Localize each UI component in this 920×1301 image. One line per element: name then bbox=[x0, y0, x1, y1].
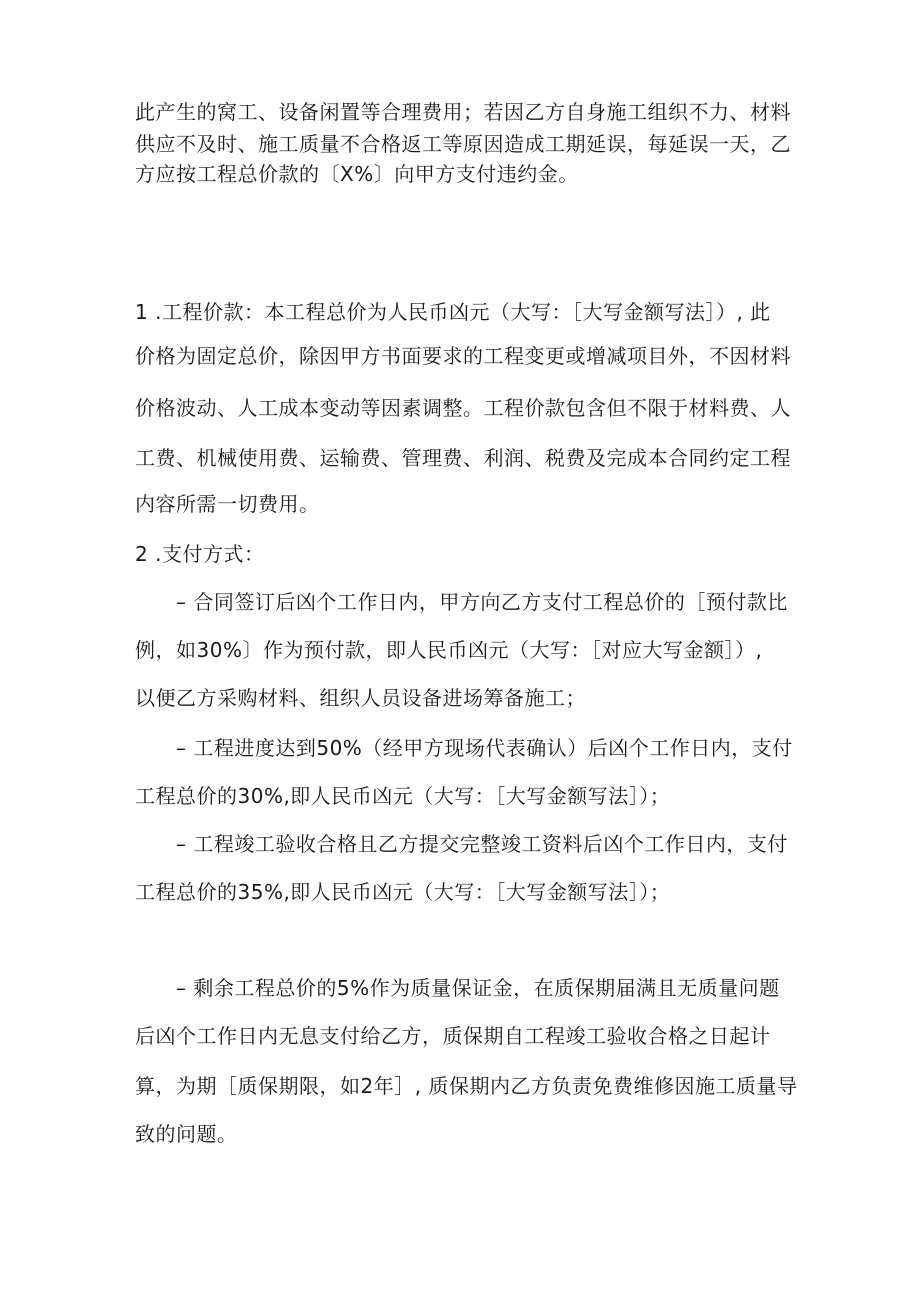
retention-line-2: 后凶个工作日内无息支付给乙方，质保期自工程竣工验收合格之日起计 bbox=[135, 1024, 771, 1048]
advance-line-2: 例，如30%〕作为预付款，即人民币凶元（大写：［对应大写金额］）, bbox=[135, 638, 763, 662]
price-line-5: 内容所需一切费用。 bbox=[135, 492, 320, 516]
advance-line-1: – 合同签订后凶个工作日内，甲方向乙方支付工程总价的［预付款比 bbox=[176, 590, 788, 614]
completion-line-1: – 工程竣工验收合格且乙方提交完整竣工资料后凶个工作日内，支付 bbox=[176, 832, 788, 856]
price-line-4: 工费、机械使用费、运输费、管理费、利润、税费及完成本合同约定工程 bbox=[135, 446, 791, 470]
payment-heading: 2 .支付方式： bbox=[135, 542, 265, 566]
progress-line-2: 工程总价的30%,即人民币凶元（大写：［大写金额写法］）； bbox=[135, 784, 671, 808]
progress-line-1: – 工程进度达到50%（经甲方现场代表确认）后凶个工作日内，支付 bbox=[176, 736, 793, 760]
completion-line-2: 工程总价的35%,即人民币凶元（大写：［大写金额写法］）； bbox=[135, 880, 671, 904]
price-line-3: 价格波动、人工成本变动等因素调整。工程价款包含但不限于材料费、人 bbox=[135, 396, 791, 420]
retention-line-3: 算，为期［质保期限，如2年］, 质保期内乙方负责免费维修因施工质量导 bbox=[135, 1074, 798, 1098]
intro-line-2: 供应不及时、施工质量不合格返工等原因造成工期延误，每延误一天，乙 bbox=[135, 132, 791, 156]
retention-line-1: – 剩余工程总价的5%作为质量保证金，在质保期届满且无质量问题 bbox=[176, 976, 780, 1000]
intro-line-1: 此产生的窝工、设备闲置等合理费用；若因乙方自身施工组织不力、材料 bbox=[135, 100, 791, 124]
retention-line-4: 致的问题。 bbox=[135, 1122, 238, 1146]
price-line-1: 1 .工程价款：本工程总价为人民币凶元（大写：［大写金额写法］）, 此 bbox=[135, 300, 771, 324]
intro-line-3: 方应按工程总价款的〔X%〕向甲方支付违约金。 bbox=[135, 162, 579, 186]
advance-line-3: 以便乙方采购材料、组织人员设备进场筹备施工； bbox=[135, 686, 586, 710]
price-line-2: 价格为固定总价，除因甲方书面要求的工程变更或增减项目外，不因材料 bbox=[135, 344, 791, 368]
